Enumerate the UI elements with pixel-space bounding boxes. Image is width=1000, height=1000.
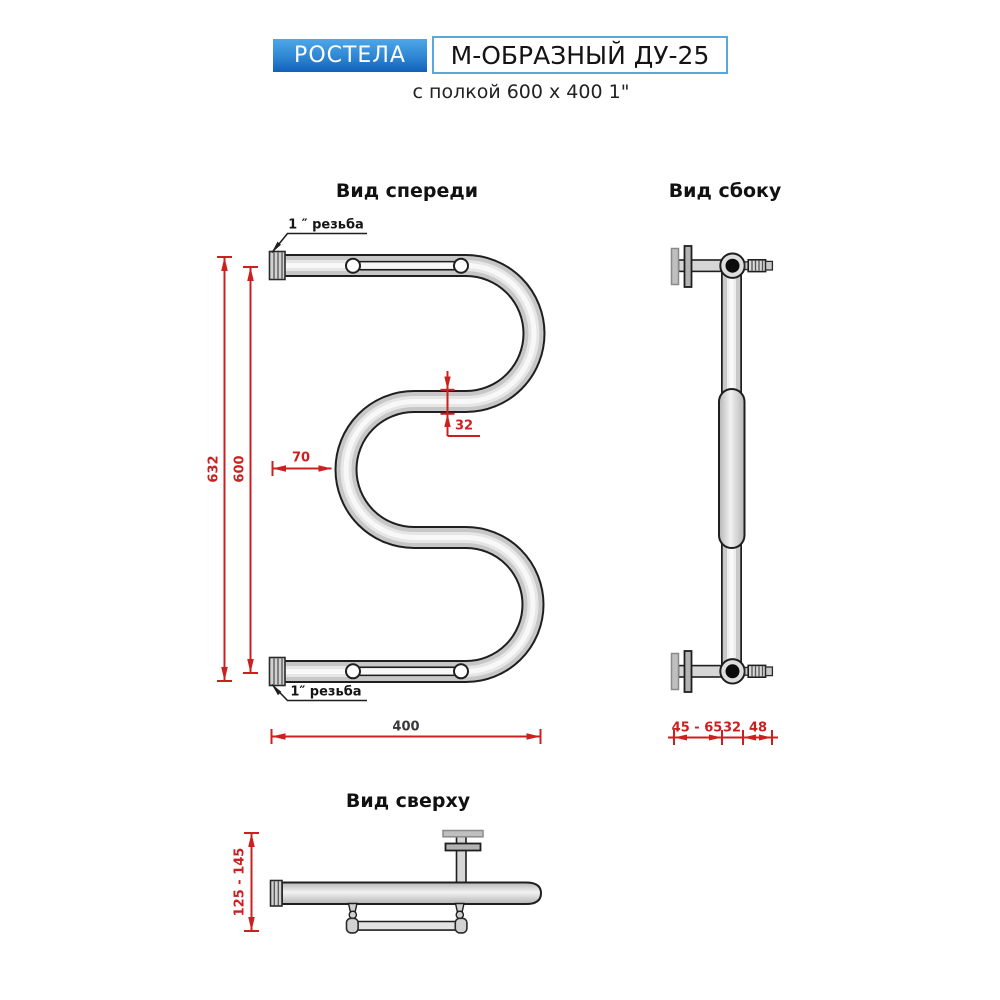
model-name: М-ОБРАЗНЫЙ ДУ-25 <box>450 40 710 70</box>
dim-600-label: 600 <box>232 455 248 483</box>
thread-label-bottom: 1″ резьба <box>290 684 362 700</box>
dim-side-32-label: 32 <box>722 720 742 736</box>
thread-end-top <box>270 252 286 280</box>
thread-label-top: 1 ″ резьба <box>288 217 364 233</box>
brand-name: РОСТЕЛА <box>294 43 406 68</box>
dim-48-label: 48 <box>748 720 768 736</box>
dim-632-label: 632 <box>206 455 222 483</box>
side-view-title: Вид сбоку <box>668 180 782 202</box>
brand-badge <box>273 39 427 72</box>
thread-end-bottom <box>270 658 286 686</box>
dim-400-label: 400 <box>392 719 420 735</box>
model-badge <box>432 36 728 74</box>
product-subtitle: с полкой 600 x 400 1" <box>412 81 630 103</box>
top-tube <box>271 881 542 907</box>
front-view-title: Вид спереди <box>335 180 479 202</box>
thread-leader-top <box>272 234 368 254</box>
tube-side-profile <box>719 389 745 548</box>
top-bracket <box>443 831 483 884</box>
front-view-drawing <box>217 234 541 745</box>
dim-125-145-label: 125 - 145 <box>232 847 248 917</box>
dim-70-label: 70 <box>291 450 311 466</box>
top-view-drawing <box>244 831 541 933</box>
dim-32-label: 32 <box>454 418 474 434</box>
top-shelf <box>347 904 467 933</box>
side-view-drawing <box>668 246 778 745</box>
dim-45-65-label: 45 - 65 <box>671 720 723 736</box>
top-view-title: Вид сверху <box>345 790 471 812</box>
